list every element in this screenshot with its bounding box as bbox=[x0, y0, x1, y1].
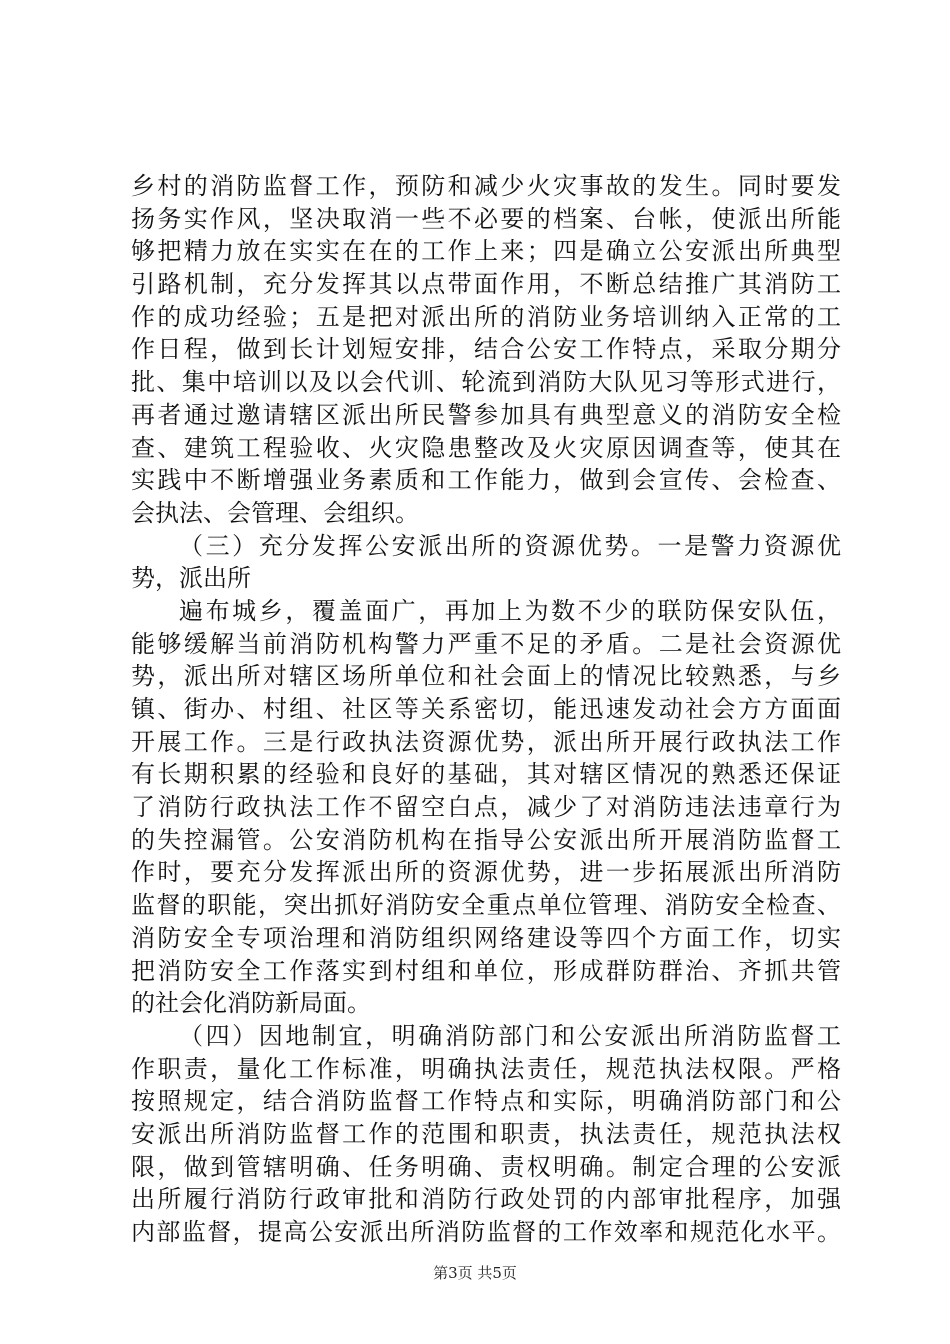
text-line: 了消防行政执法工作不留空白点，减少了对消防违法违章行为 bbox=[131, 793, 841, 822]
text-line: 出所履行消防行政审批和消防行政处罚的内部审批程序，加强 bbox=[131, 1185, 841, 1214]
text-line: 实践中不断增强业务素质和工作能力，做到会宣传、会检查、 bbox=[131, 466, 841, 495]
text-line: 查、建筑工程验收、火灾隐患整改及火灾原因调查等，使其在 bbox=[131, 433, 841, 462]
text-line: 扬务实作风，坚决取消一些不必要的档案、台帐，使派出所能 bbox=[131, 204, 841, 233]
text-line: 的失控漏管。公安消防机构在指导公安派出所开展消防监督工 bbox=[131, 825, 841, 854]
text-line: 乡村的消防监督工作，预防和减少火灾事故的发生。同时要发 bbox=[131, 172, 841, 200]
text-line: 把消防安全工作落实到村组和单位，形成群防群治、齐抓共管 bbox=[131, 956, 841, 985]
text-line: 内部监督，提高公安派出所消防监督的工作效率和规范化水平。 bbox=[131, 1218, 841, 1246]
text-line: 会执法、会管理、会组织。 bbox=[131, 498, 419, 527]
text-line: 能够缓解当前消防机构警力严重不足的矛盾。二是社会资源优 bbox=[131, 629, 841, 658]
text-line: 开展工作。三是行政执法资源优势，派出所开展行政执法工作 bbox=[131, 727, 841, 756]
text-line: 势，派出所对辖区场所单位和社会面上的情况比较熟悉，与乡 bbox=[131, 662, 841, 691]
text-line: 作的成功经验；五是把对派出所的消防业务培训纳入正常的工 bbox=[131, 302, 841, 331]
text-line: 作时，要充分发挥派出所的资源优势，进一步拓展派出所消防 bbox=[131, 858, 841, 887]
section-heading-line: （四）因地制宜，明确消防部门和公安派出所消防监督工 bbox=[179, 1021, 841, 1050]
page-number-footer: 第3页 共5页 bbox=[433, 1264, 517, 1282]
text-line: 再者通过邀请辖区派出所民警参加具有典型意义的消防安全检 bbox=[131, 400, 841, 429]
text-line: 够把精力放在实实在在的工作上来；四是确立公安派出所典型 bbox=[131, 237, 841, 266]
text-line: 势，派出所 bbox=[131, 564, 251, 593]
section-heading-line: （三）充分发挥公安派出所的资源优势。一是警力资源优 bbox=[179, 531, 841, 560]
text-line: 限，做到管辖明确、任务明确、责权明确。制定合理的公安派 bbox=[131, 1152, 841, 1181]
body-text bbox=[131, 170, 841, 1249]
text-line: 消防安全专项治理和消防组织网络建设等四个方面工作，切实 bbox=[131, 923, 841, 952]
text-line: 作日程，做到长计划短安排，结合公安工作特点，采取分期分 bbox=[131, 335, 841, 364]
text-line: 引路机制，充分发挥其以点带面作用，不断总结推广其消防工 bbox=[131, 270, 841, 299]
text-line: 监督的职能，突出抓好消防安全重点单位管理、消防安全检查、 bbox=[131, 891, 841, 920]
text-line: 的社会化消防新局面。 bbox=[131, 989, 371, 1018]
text-line: 有长期积累的经验和良好的基础，其对辖区情况的熟悉还保证 bbox=[131, 760, 841, 789]
text-line: 作职责，量化工作标准，明确执法责任，规范执法权限。严格 bbox=[131, 1054, 841, 1083]
text-line: 按照规定，结合消防监督工作特点和实际，明确消防部门和公 bbox=[131, 1087, 841, 1116]
text-line: 安派出所消防监督工作的范围和职责，执法责任，规范执法权 bbox=[131, 1119, 841, 1148]
text-line: 批、集中培训以及以会代训、轮流到消防大队见习等形式进行， bbox=[131, 368, 841, 397]
text-line: 镇、街办、村组、社区等关系密切，能迅速发动社会方方面面 bbox=[131, 695, 841, 723]
text-line: 遍布城乡，覆盖面广，再加上为数不少的联防保安队伍， bbox=[179, 596, 841, 625]
